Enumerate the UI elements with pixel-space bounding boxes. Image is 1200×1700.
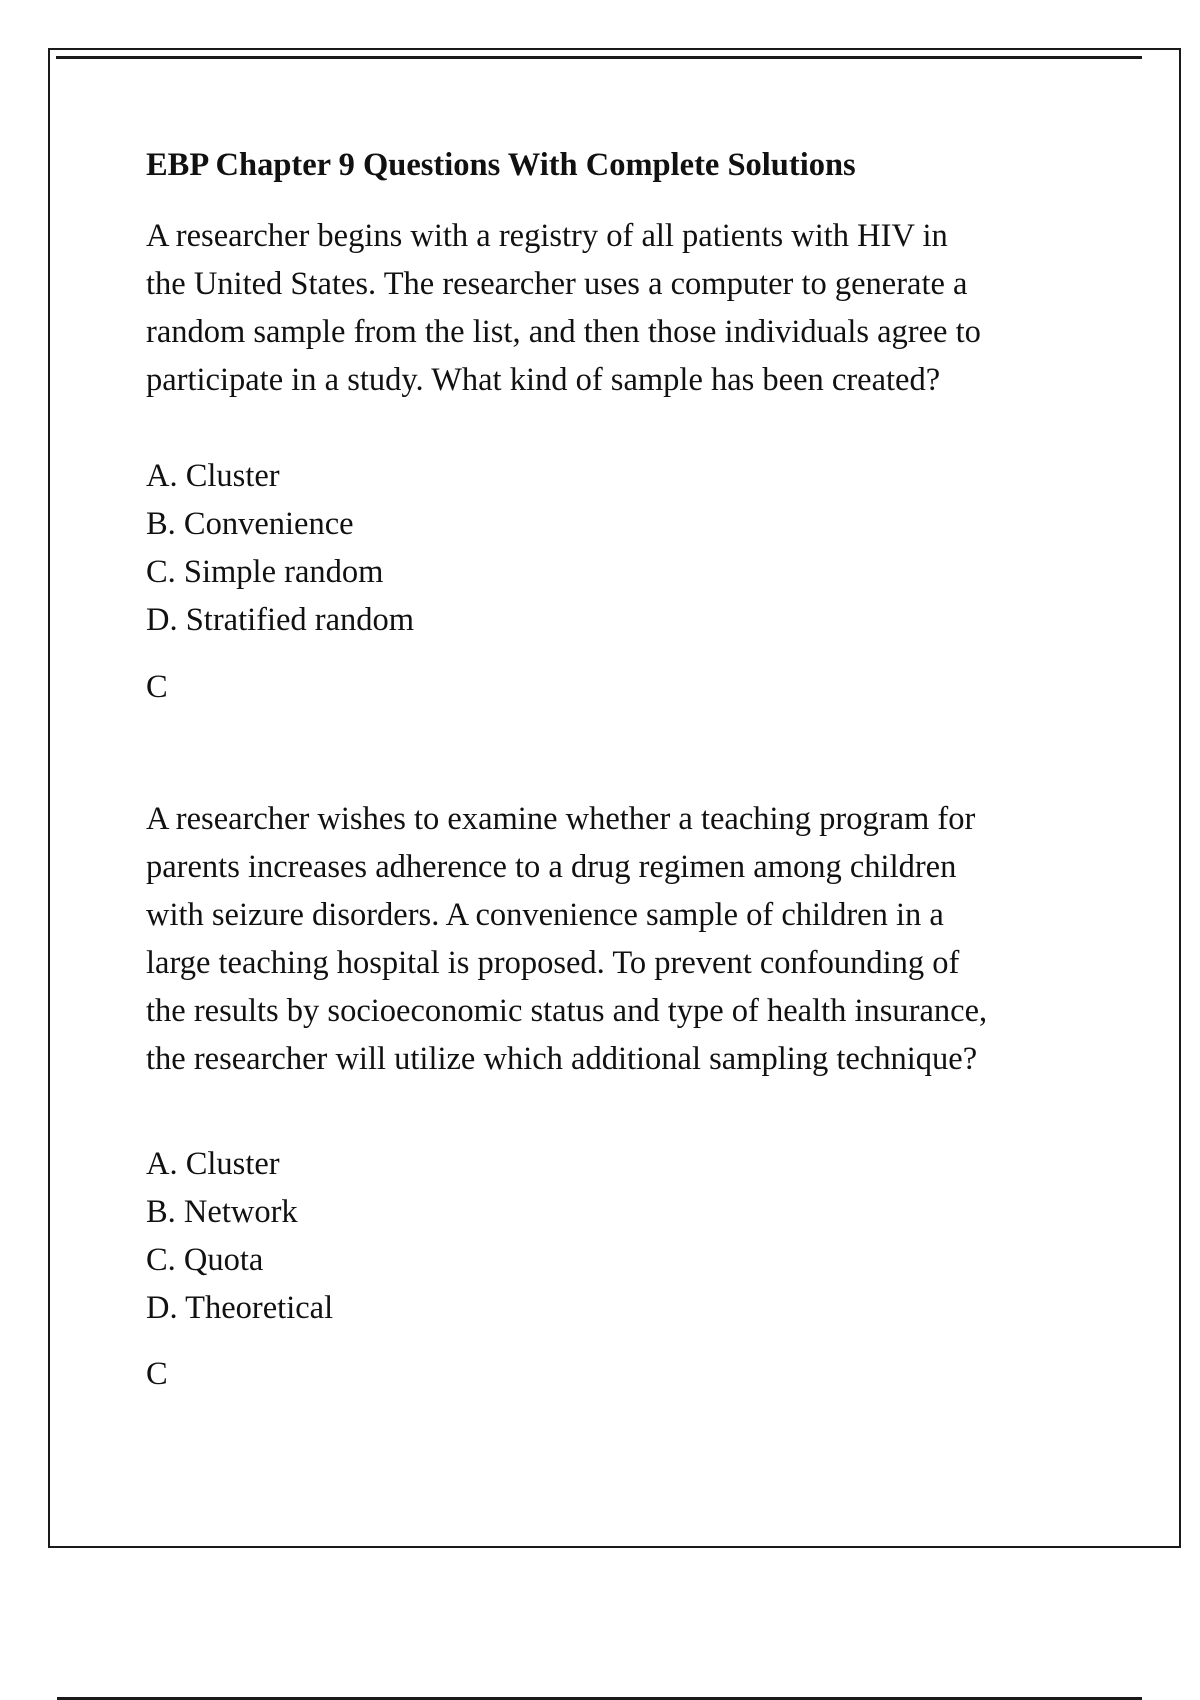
option-c: C. Quota xyxy=(146,1242,264,1278)
stem-line: random sample from the list, and then those individuals agree to xyxy=(146,314,981,350)
answer-key: C xyxy=(146,1356,168,1392)
question-2 xyxy=(146,795,1106,1392)
option-b: B. Network xyxy=(146,1194,298,1230)
stem-line: participate in a study. What kind of sample has been created? xyxy=(146,362,941,398)
option-b: B. Convenience xyxy=(146,506,354,542)
option-a: A. Cluster xyxy=(146,458,280,494)
stem-line: large teaching hospital is proposed. To prevent confounding of xyxy=(146,945,960,981)
answer-options xyxy=(146,1140,333,1332)
stem-line: A researcher wishes to examine whether a teaching program for xyxy=(146,801,976,837)
stem-line: A researcher begins with a registry of all patients with HIV in xyxy=(146,218,948,254)
option-a: A. Cluster xyxy=(146,1146,280,1182)
question-stem xyxy=(146,212,1106,404)
header-rule xyxy=(56,56,1142,59)
option-d: D. Theoretical xyxy=(146,1290,334,1326)
option-d: D. Stratified random xyxy=(146,602,415,638)
option-c: C. Simple random xyxy=(146,554,384,590)
question-1 xyxy=(146,212,1106,705)
stem-line: with seizure disorders. A convenience sample of children in a xyxy=(146,897,944,933)
stem-line: parents increases adherence to a drug regimen among children xyxy=(146,849,957,885)
answer-options xyxy=(146,452,414,644)
answer-key: C xyxy=(146,669,168,705)
document-title: EBP Chapter 9 Questions With Complete Solutions xyxy=(146,147,856,183)
stem-line: the results by socioeconomic status and type of health insurance, xyxy=(146,993,988,1029)
stem-line: the researcher will utilize which additional sampling technique? xyxy=(146,1041,978,1077)
stem-line: the United States. The researcher uses a computer to generate a xyxy=(146,266,968,302)
question-stem xyxy=(146,795,1106,1083)
